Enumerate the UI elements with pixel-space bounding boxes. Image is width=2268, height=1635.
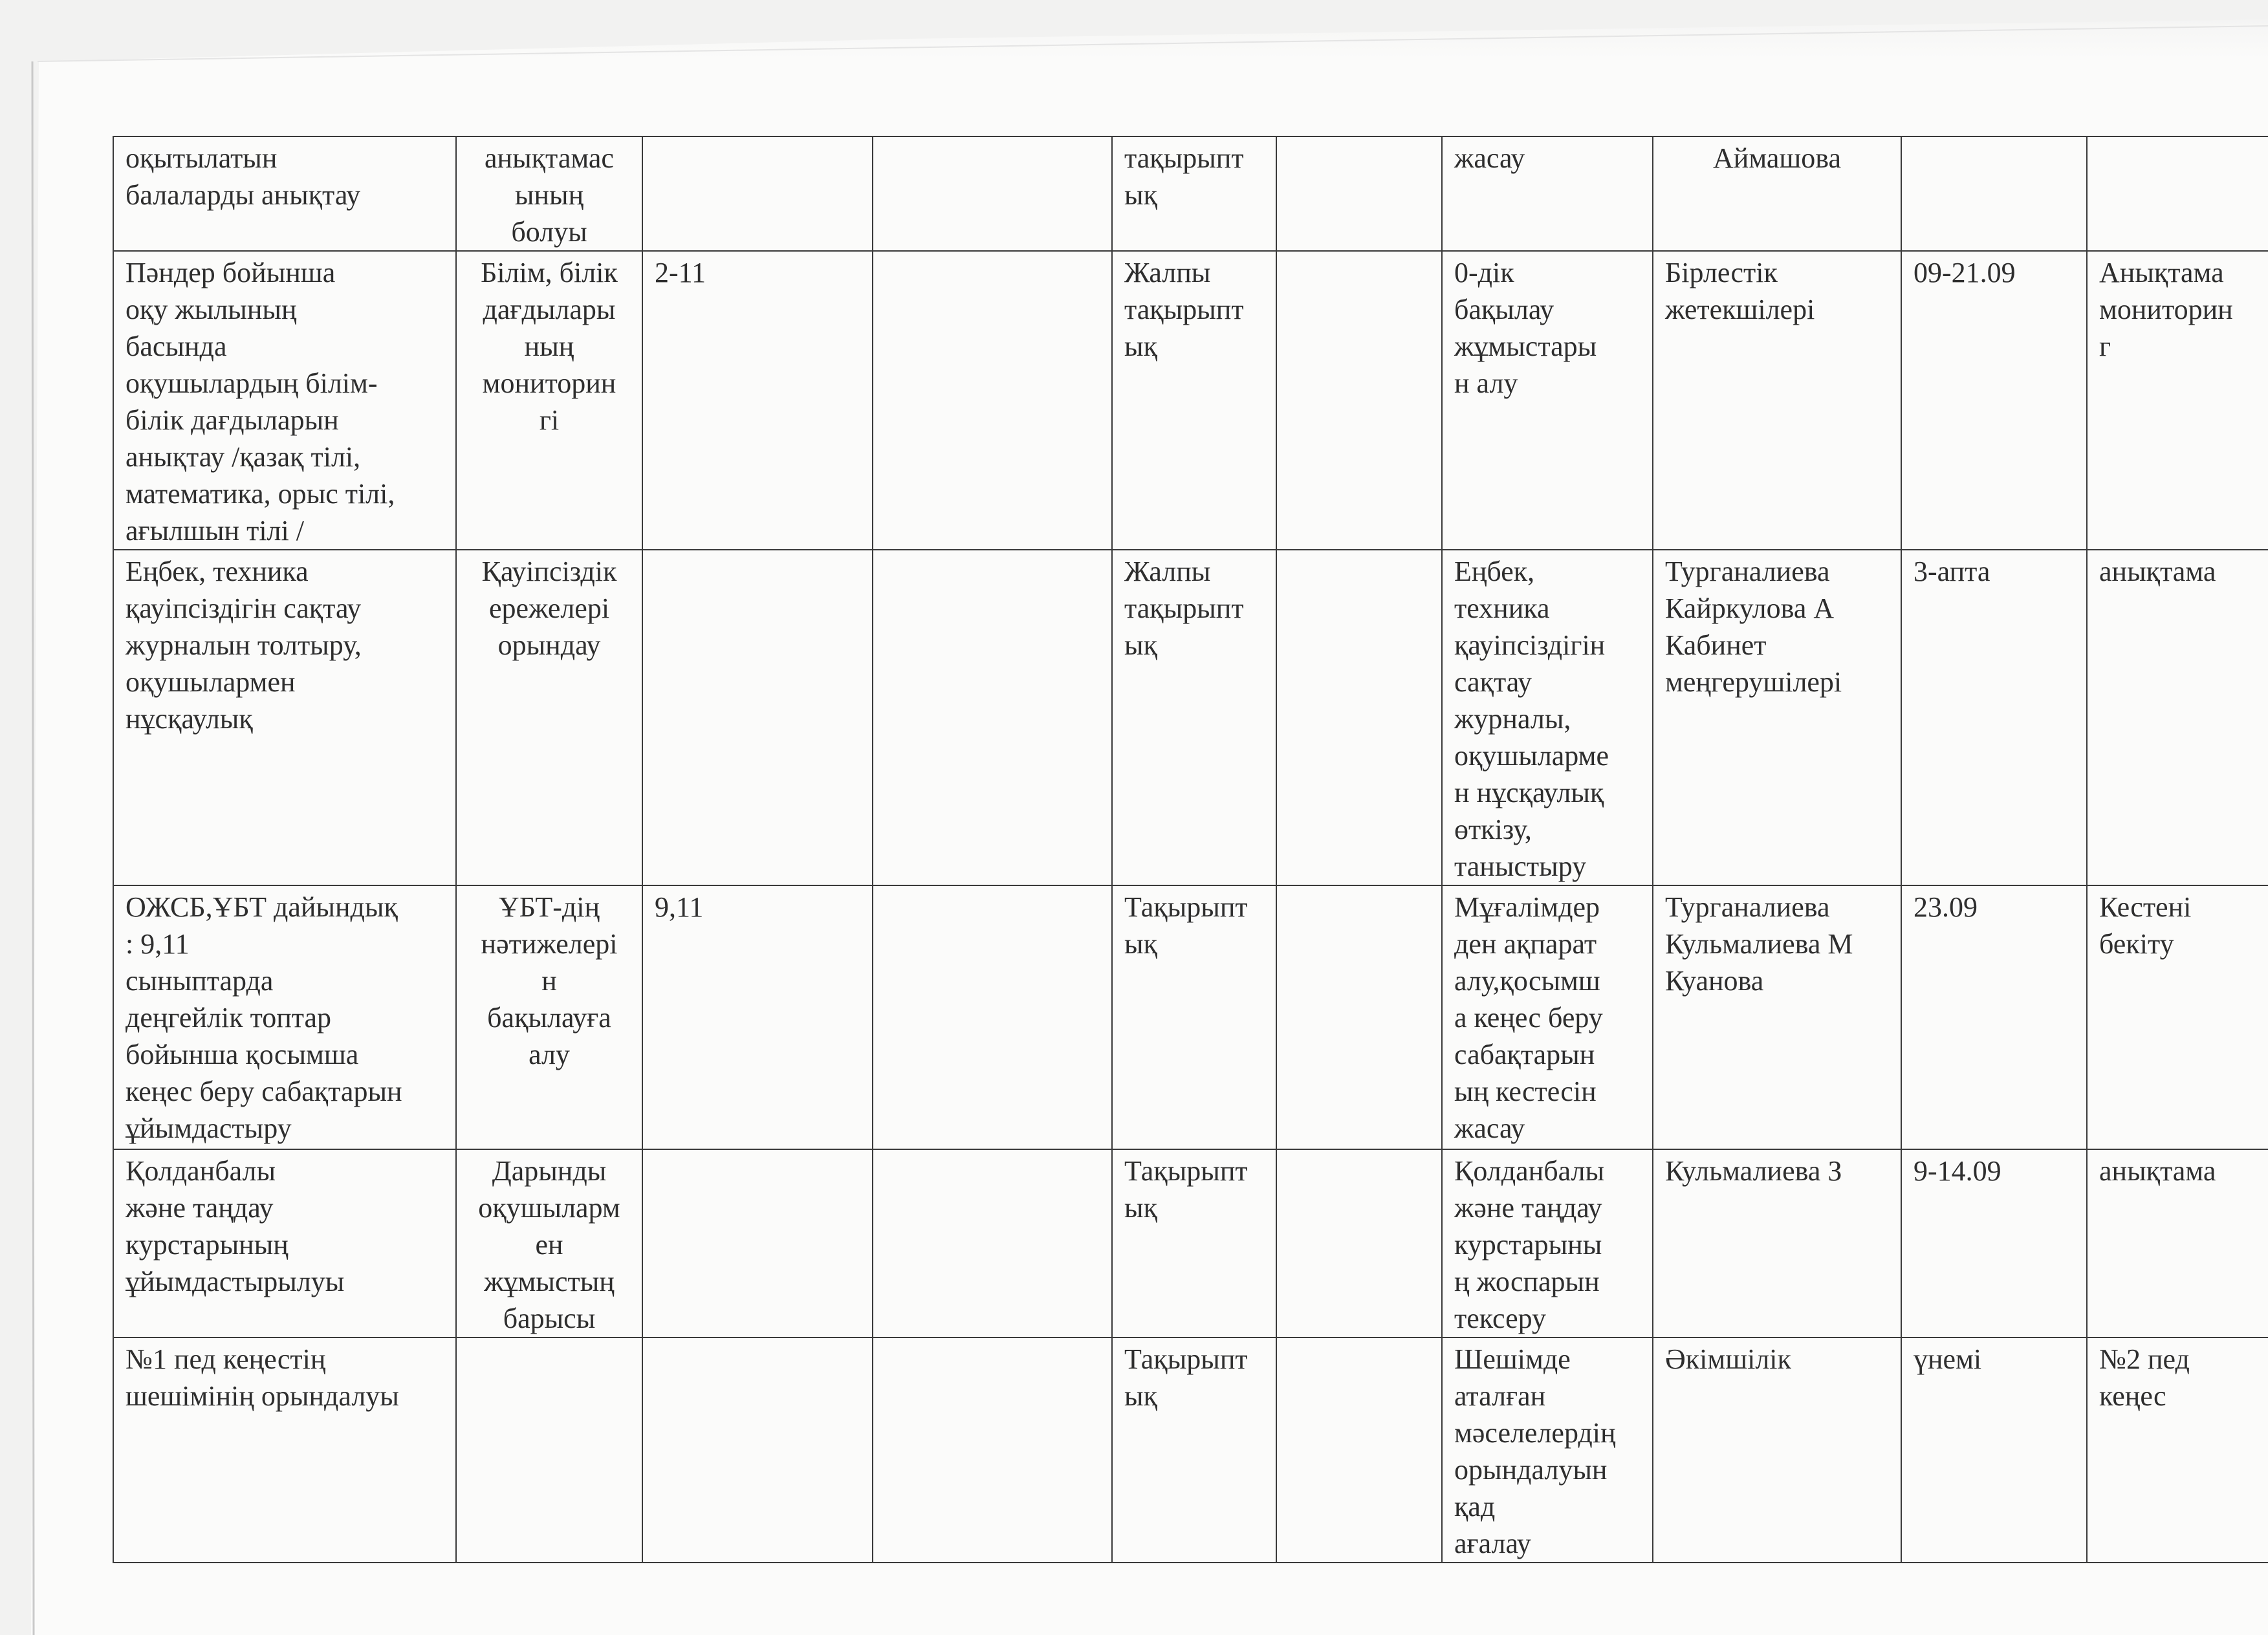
table-cell-text: Еңбек, техника қауіпсіздігін сақтау журналы, оқушыларме н нұсқаулық өткізу, таныстыру	[1454, 556, 1609, 882]
table-cell-text: №1 пед кеңестің шешімінің орындалуы	[125, 1343, 399, 1412]
table-cell-text: анықтамас ының болуы	[485, 142, 614, 248]
table-cell	[642, 885, 873, 1149]
table-cell-text: Тақырыпт ық	[1124, 1343, 1248, 1412]
table-cell-text: Тақырыпт ық	[1124, 891, 1248, 960]
table-cell	[1112, 251, 1276, 550]
table-cell-text: ҰБТ-дің нәтижелері н бақылауға алу	[481, 891, 618, 1070]
table-cell	[2087, 1337, 2268, 1563]
table-cell	[873, 1149, 1112, 1337]
table-cell-text: Қолданбалы және таңдау курстарыны ң жоспарын тексеру	[1454, 1155, 1605, 1334]
table-cell	[1112, 885, 1276, 1149]
table-cell	[1442, 136, 1653, 251]
table-cell-text: Кульмалиева З	[1665, 1155, 1842, 1187]
table-cell	[1901, 251, 2087, 550]
table-cell	[1112, 136, 1276, 251]
table-cell	[1442, 1149, 1653, 1337]
table-cell	[873, 550, 1112, 885]
table-cell	[642, 1337, 873, 1563]
table-cell	[1653, 251, 1901, 550]
table-cell-text: Мұғалімдер ден ақпарат алу,қосымш а кеңес беру сабақтарын ың кестесін жасау	[1454, 891, 1603, 1144]
table-cell	[1276, 136, 1442, 251]
table-cell	[1112, 1149, 1276, 1337]
table-row	[113, 136, 2268, 251]
table-cell-text: 3-апта	[1914, 556, 1990, 587]
table-cell-text: Білім, білік дағдылары ның мониторин гі	[481, 257, 618, 436]
table-cell-text: Аймашова	[1713, 142, 1841, 174]
table-cell	[2087, 885, 2268, 1149]
table-row	[113, 1149, 2268, 1337]
table-cell	[1276, 885, 1442, 1149]
table-row	[113, 885, 2268, 1149]
table-cell	[113, 1337, 456, 1563]
table-cell	[873, 885, 1112, 1149]
table-cell-text: 0-дік бақылау жұмыстары н алу	[1454, 257, 1597, 399]
table-cell	[1442, 1337, 1653, 1563]
table-cell-text: №2 пед кеңес	[2099, 1343, 2190, 1412]
table-cell	[1442, 550, 1653, 885]
table-cell-text: Анықтама мониторин г	[2099, 257, 2233, 362]
table-cell-text: Шешімде аталған мәселелердің орындалуын қад ағалау	[1454, 1343, 1616, 1559]
table-row	[113, 251, 2268, 550]
table-cell	[2087, 1149, 2268, 1337]
table-cell	[642, 136, 873, 251]
table-cell	[873, 1337, 1112, 1563]
monitoring-plan-table	[113, 136, 2268, 1563]
table-cell-text: тақырыпт ық	[1124, 142, 1244, 211]
table-cell	[113, 136, 456, 251]
table-cell	[113, 251, 456, 550]
table-cell	[456, 550, 642, 885]
table-row	[113, 550, 2268, 885]
table-cell	[1276, 1337, 1442, 1563]
table-cell	[642, 251, 873, 550]
table-cell	[1653, 1337, 1901, 1563]
table-cell-text: 09-21.09	[1914, 257, 2016, 288]
table-cell	[1901, 1149, 2087, 1337]
table-cell	[113, 885, 456, 1149]
table-cell	[1442, 885, 1653, 1149]
table-cell-text: үнемі	[1914, 1343, 1982, 1375]
table-cell-text: анықтама	[2099, 1155, 2216, 1187]
table-cell	[1653, 885, 1901, 1149]
table-cell-text: ОЖСБ,ҰБТ дайындық : 9,11 сыныптарда деңгейлік топтар бойынша қосымша кеңес беру сабақтарын ұйымдастыру	[125, 891, 402, 1144]
table-cell	[873, 251, 1112, 550]
table-cell	[1901, 136, 2087, 251]
table-cell-text: Турганалиева Кайркулова А Кабинет меңгерушілері	[1665, 556, 1842, 698]
table-cell	[1901, 550, 2087, 885]
table-cell-text: Тақырыпт ық	[1124, 1155, 1248, 1224]
table-cell-text: Бірлестік жетекшілері	[1665, 257, 1815, 325]
table-cell	[1442, 251, 1653, 550]
table-cell	[873, 136, 1112, 251]
table-cell	[456, 885, 642, 1149]
table-cell	[642, 550, 873, 885]
table-cell-text: анықтама	[2099, 556, 2216, 587]
table-cell	[456, 1337, 642, 1563]
table-cell	[113, 1149, 456, 1337]
table-cell-text: Кестені бекіту	[2099, 891, 2192, 960]
table-cell-text: 23.09	[1914, 891, 1978, 923]
table-cell-text: 9-14.09	[1914, 1155, 2001, 1187]
table-cell-text: Әкімшілік	[1665, 1343, 1791, 1375]
table-cell	[1653, 1149, 1901, 1337]
table-cell-text: 2-11	[655, 257, 706, 288]
table-cell	[1653, 136, 1901, 251]
table-row	[113, 1337, 2268, 1563]
table-cell-text: Еңбек, техника қауіпсіздігін сақтау журналын толтыру, оқушылармен нұсқаулық	[125, 556, 362, 735]
table-cell	[113, 550, 456, 885]
table-cell	[2087, 550, 2268, 885]
table-cell-text: Пәндер бойынша оқу жылының басында оқушылардың білім- білік дағдыларын анықтау /қазақ тілі, математика, орыс тілі, ағылшын тілі /	[125, 257, 395, 547]
table-cell-text: Қолданбалы және таңдау курстарының ұйымдастырылуы	[125, 1155, 345, 1297]
table-cell	[2087, 136, 2268, 251]
table-cell-text: 9,11	[655, 891, 704, 923]
table-cell	[2087, 251, 2268, 550]
table-cell-text: жасау	[1454, 142, 1525, 174]
table-cell	[1653, 550, 1901, 885]
table-cell-text: Жалпы тақырыпт ық	[1124, 257, 1244, 362]
table-cell	[1276, 1149, 1442, 1337]
table-cell	[642, 1149, 873, 1337]
table-cell	[456, 136, 642, 251]
table-cell-text: Дарынды оқушыларм ен жұмыстың барысы	[478, 1155, 620, 1334]
table-cell	[456, 1149, 642, 1337]
table-cell-text: Қауіпсіздік ережелері орындау	[481, 556, 617, 661]
table-cell	[1901, 885, 2087, 1149]
table-cell-text: Турганалиева Кульмалиева М Куанова	[1665, 891, 1853, 997]
table-cell-text: Жалпы тақырыпт ық	[1124, 556, 1244, 661]
table-cell	[1901, 1337, 2087, 1563]
table-cell-text: оқытылатын балаларды анықтау	[125, 142, 361, 211]
table-cell	[1112, 550, 1276, 885]
table-cell	[456, 251, 642, 550]
table-cell	[1112, 1337, 1276, 1563]
table-cell	[1276, 251, 1442, 550]
table-cell	[1276, 550, 1442, 885]
